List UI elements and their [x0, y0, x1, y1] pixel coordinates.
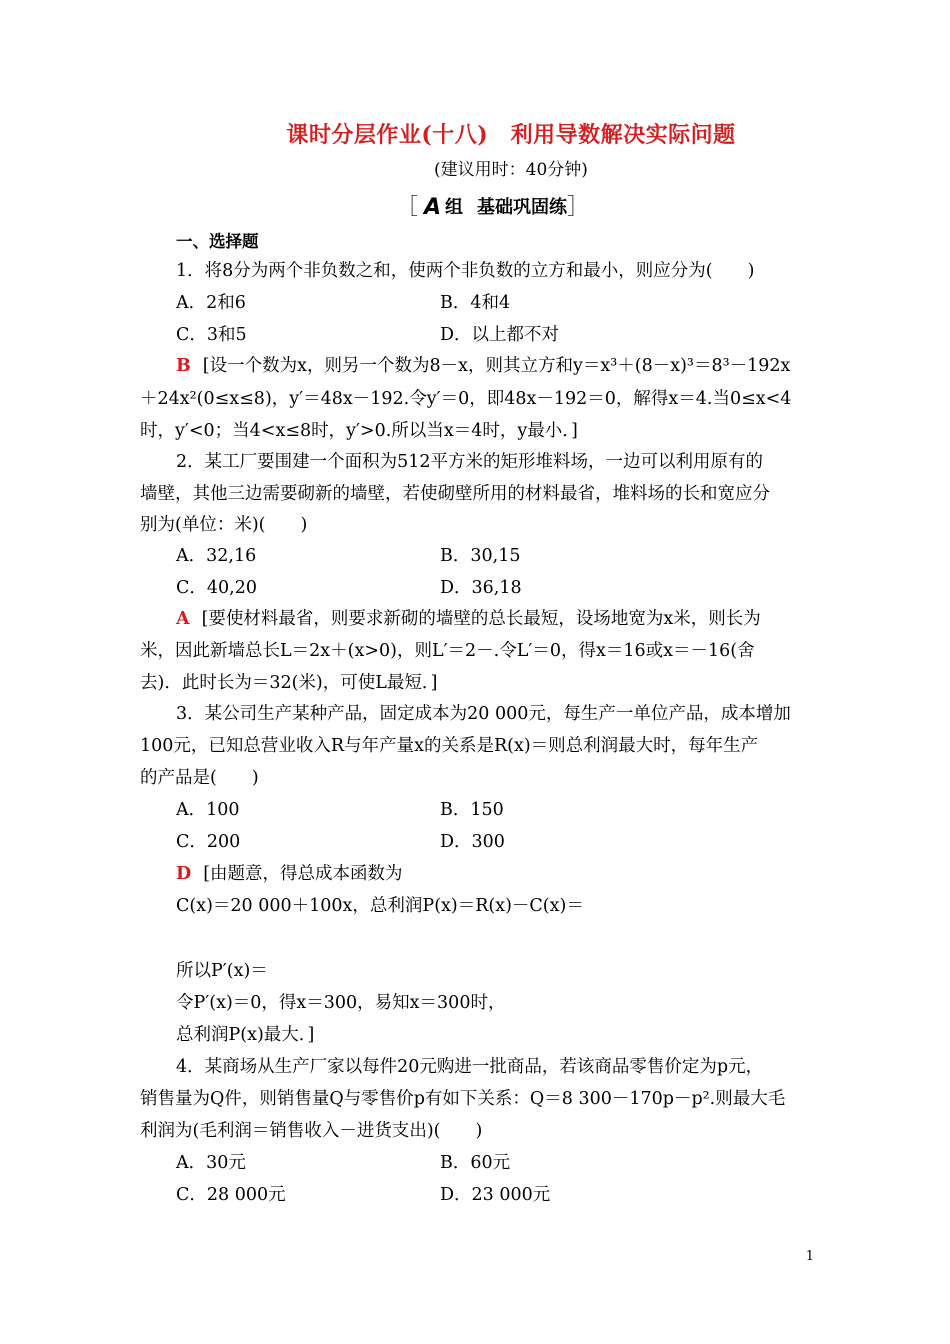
text-line — [176, 706, 791, 724]
text-line — [440, 1155, 510, 1173]
line-text: 米，因此新墙总长L＝2x＋(x>0)，则L′＝2－.令L′＝0，得x＝16或x＝－16(舍 — [140, 641, 755, 661]
answer-line — [176, 611, 761, 629]
line-text: A．100 — [176, 800, 240, 820]
text-line — [440, 834, 505, 852]
line-text: 墙壁，其他三边需要砌新的墙壁，若使砌壁所用的材料最省，堆料场的长和宽应分 — [140, 484, 770, 504]
line-text: C．3和5 — [176, 325, 247, 345]
answer-key: A — [176, 609, 190, 629]
line-text: D．23 000元 — [440, 1185, 551, 1205]
line-text: 2．某工厂要围建一个面积为512平方米的矩形堆料场，一边可以利用原有的 — [176, 452, 764, 472]
line-text: 所以P′(x)＝ — [176, 961, 268, 981]
text-line — [176, 963, 268, 981]
line-text: ＋24x²(0≤x≤8)，y′＝48x－192.令y′＝0，即48x－192＝0，解得x＝4.当0≤x<4 — [140, 389, 792, 409]
text-line — [176, 1187, 286, 1205]
text-line — [176, 327, 247, 345]
line-text: 总利润P(x)最大．] — [176, 1025, 315, 1045]
text-line — [176, 802, 240, 820]
line-text: B．60元 — [440, 1153, 511, 1173]
answer-line — [176, 866, 403, 884]
text-line — [440, 802, 504, 820]
line-text: 去)．此时长为＝32(米)，可使L最短．] — [140, 673, 438, 693]
line-text: [设一个数为x，则另一个数为8－x，则其立方和y＝x³＋(8－x)³＝8³－192x — [202, 356, 791, 376]
line-text: 时，y′<0；当4<x≤8时，y′>0.所以当x＝4时，y最小．] — [140, 421, 578, 441]
text-line — [176, 548, 256, 566]
group-word: 组 — [445, 197, 464, 218]
text-line — [176, 898, 584, 916]
suggested-time: (建议用时：40分钟) — [434, 160, 588, 180]
text-line — [140, 486, 770, 504]
text-line — [140, 423, 578, 441]
line-text: C(x)＝20 000＋100x，总利润P(x)＝R(x)－C(x)＝ — [176, 896, 584, 916]
group-header — [396, 196, 589, 220]
group-letter: A — [424, 195, 442, 220]
line-text: [由题意，得总成本函数为 — [203, 864, 403, 884]
text-line — [176, 995, 505, 1013]
text-line — [440, 548, 520, 566]
text-line — [176, 263, 754, 281]
text-line — [440, 580, 522, 598]
line-text: [要使材料最省，则要求新砌的墙壁的总长最短，设场地宽为x米，则长为 — [201, 609, 761, 629]
text-line — [140, 643, 755, 661]
line-text: A．30元 — [176, 1153, 246, 1173]
line-text: D．36,18 — [440, 578, 522, 598]
line-text: 4．某商场从生产厂家以每件20元购进一批商品，若该商品零售价定为p元， — [176, 1057, 764, 1077]
line-text: 3．某公司生产某种产品，固定成本为20 000元，每生产一单位产品，成本增加 — [176, 704, 791, 724]
line-text: B．150 — [440, 800, 504, 820]
answer-line — [176, 358, 790, 376]
page-title: 课时分层作业(十八) 利用导数解决实际问题 — [286, 122, 736, 148]
line-text: A．2和6 — [176, 293, 246, 313]
page-number: 1 — [805, 1249, 814, 1264]
text-line — [140, 675, 437, 693]
line-text: D．300 — [440, 832, 505, 852]
text-line — [140, 738, 758, 756]
text-line — [176, 1059, 763, 1077]
line-text: 利润为(毛利润＝销售收入－进货支出)( ) — [140, 1121, 483, 1141]
line-text: A．32,16 — [176, 546, 257, 566]
text-line — [140, 391, 791, 409]
line-text: C．200 — [176, 832, 241, 852]
text-line — [140, 1091, 785, 1109]
line-text: D．以上都不对 — [440, 325, 560, 345]
line-text: 100元，已知总营业收入R与年产量x的关系是R(x)＝则总利润最大时，每年生产 — [140, 736, 759, 756]
line-text: 销售量为Q件，则销售量Q与零售价p有如下关系：Q＝8 300－170p－p².则最大毛 — [140, 1089, 786, 1109]
line-text: 令P′(x)＝0，得x＝300，易知x＝300时， — [176, 993, 506, 1013]
text-line — [140, 1123, 482, 1141]
answer-key: D — [176, 864, 192, 884]
text-line — [140, 770, 259, 788]
text-line — [176, 580, 257, 598]
text-line — [176, 1155, 246, 1173]
line-text: 别为(单位：米)( ) — [140, 515, 308, 535]
text-line — [176, 834, 240, 852]
text-line — [176, 295, 246, 313]
bracket-close: ］ — [567, 195, 590, 220]
line-text: C．28 000元 — [176, 1185, 286, 1205]
line-text: B．30,15 — [440, 546, 521, 566]
text-line — [140, 517, 307, 535]
text-line — [176, 1027, 314, 1045]
section-heading: 一、选择题 — [176, 232, 259, 251]
line-text: B．4和4 — [440, 293, 511, 313]
group-label: 基础巩固练 — [477, 197, 568, 218]
line-text: 1．将8分为两个非负数之和，使两个非负数的立方和最小，则应分为( ) — [176, 261, 755, 281]
text-line — [440, 295, 510, 313]
answer-key: B — [176, 356, 191, 376]
line-text: 的产品是( ) — [140, 768, 259, 788]
text-line — [440, 1187, 550, 1205]
text-line — [176, 454, 763, 472]
bracket-open: ［ — [396, 195, 419, 220]
text-line — [440, 327, 559, 345]
line-text: C．40,20 — [176, 578, 257, 598]
